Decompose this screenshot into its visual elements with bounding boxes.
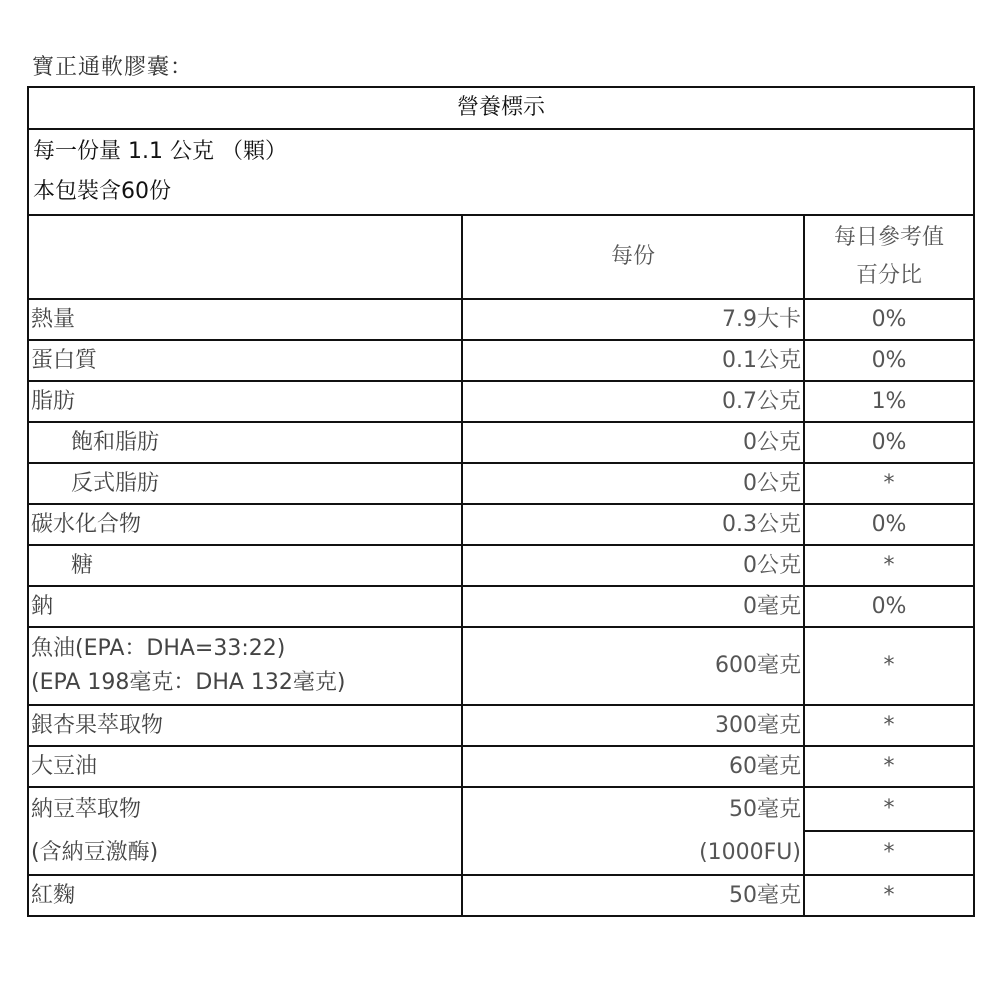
product-heading: 寶正通軟膠囊： bbox=[32, 55, 194, 80]
servings-per-package: 本包裝含60份 bbox=[33, 179, 171, 204]
nutrient-amount-line1: 50毫克 bbox=[729, 797, 801, 822]
table-row bbox=[28, 627, 974, 705]
nutrient-daily-value: 0% bbox=[804, 586, 974, 627]
nutrient-amount-line2: (1000FU) bbox=[699, 840, 801, 865]
serving-info bbox=[28, 129, 974, 215]
nutrient-daily-value: 1% bbox=[804, 381, 974, 422]
nutrient-name: 糖 bbox=[28, 545, 462, 586]
nutrient-name bbox=[28, 627, 462, 705]
nutrient-amount: 50毫克 bbox=[462, 875, 804, 916]
table-row bbox=[28, 422, 974, 463]
nutrient-daily-value: 0% bbox=[804, 422, 974, 463]
table-row bbox=[28, 504, 974, 545]
nutrient-name: 紅麴 bbox=[28, 875, 462, 916]
nutrient-daily-value: * bbox=[804, 463, 974, 504]
nutrient-daily-value: * bbox=[804, 746, 974, 787]
daily-value-label-line1: 每日參考值 bbox=[834, 225, 945, 250]
table-row bbox=[28, 381, 974, 422]
nutrient-daily-value: * bbox=[804, 545, 974, 586]
nutrient-name: 銀杏果萃取物 bbox=[28, 705, 462, 746]
table-row bbox=[28, 299, 974, 340]
table-row bbox=[28, 875, 974, 916]
nutrient-name: 蛋白質 bbox=[28, 340, 462, 381]
nutrient-name: 熱量 bbox=[28, 299, 462, 340]
nutrient-amount: 300毫克 bbox=[462, 705, 804, 746]
nutrient-amount: 60毫克 bbox=[462, 746, 804, 787]
nutrient-daily-value: * bbox=[804, 787, 974, 831]
table-row bbox=[28, 463, 974, 504]
column-header-per-serving: 每份 bbox=[462, 215, 804, 299]
nutrient-amount: 0公克 bbox=[462, 545, 804, 586]
nutrient-amount: 0公克 bbox=[462, 422, 804, 463]
table-title: 營養標示 bbox=[28, 87, 974, 129]
nutrient-daily-value: 0% bbox=[804, 299, 974, 340]
nutrient-name-line1: 納豆萃取物 bbox=[31, 797, 142, 822]
nutrient-amount: 0毫克 bbox=[462, 586, 804, 627]
header-blank-cell bbox=[28, 215, 462, 299]
nutrient-name: 碳水化合物 bbox=[28, 504, 462, 545]
table-row bbox=[28, 787, 974, 831]
nutrient-daily-value: * bbox=[804, 627, 974, 705]
nutrient-daily-value: * bbox=[804, 875, 974, 916]
table-row bbox=[28, 705, 974, 746]
nutrient-amount: 0公克 bbox=[462, 463, 804, 504]
nutrition-facts-table bbox=[27, 86, 975, 917]
nutrient-amount: 0.3公克 bbox=[462, 504, 804, 545]
table-row bbox=[28, 586, 974, 627]
daily-value-label-line2: 百分比 bbox=[856, 263, 923, 288]
nutrient-daily-value: 0% bbox=[804, 340, 974, 381]
nutrient-amount: 600毫克 bbox=[462, 627, 804, 705]
nutrient-name: 飽和脂肪 bbox=[28, 422, 462, 463]
nutrient-name: 鈉 bbox=[28, 586, 462, 627]
serving-size: 每一份量 1.1 公克 （顆） bbox=[33, 139, 287, 164]
nutrient-name bbox=[28, 787, 462, 875]
nutrient-amount: 7.9大卡 bbox=[462, 299, 804, 340]
nutrient-name-line2: (EPA 198毫克：DHA 132毫克) bbox=[31, 670, 346, 695]
nutrient-name: 大豆油 bbox=[28, 746, 462, 787]
nutrient-daily-value: * bbox=[804, 705, 974, 746]
nutrient-amount: 0.1公克 bbox=[462, 340, 804, 381]
nutrient-daily-value: 0% bbox=[804, 504, 974, 545]
table-row bbox=[28, 746, 974, 787]
nutrient-name-line1: 魚油(EPA：DHA=33:22) bbox=[31, 636, 286, 661]
nutrient-name: 反式脂肪 bbox=[28, 463, 462, 504]
table-row bbox=[28, 340, 974, 381]
table-row bbox=[28, 545, 974, 586]
nutrient-amount: 0.7公克 bbox=[462, 381, 804, 422]
nutrient-daily-value: * bbox=[804, 831, 974, 875]
column-header-daily-value bbox=[804, 215, 974, 299]
nutrient-name-line2: (含納豆激酶) bbox=[31, 840, 159, 865]
nutrient-amount bbox=[462, 787, 804, 875]
nutrient-name: 脂肪 bbox=[28, 381, 462, 422]
